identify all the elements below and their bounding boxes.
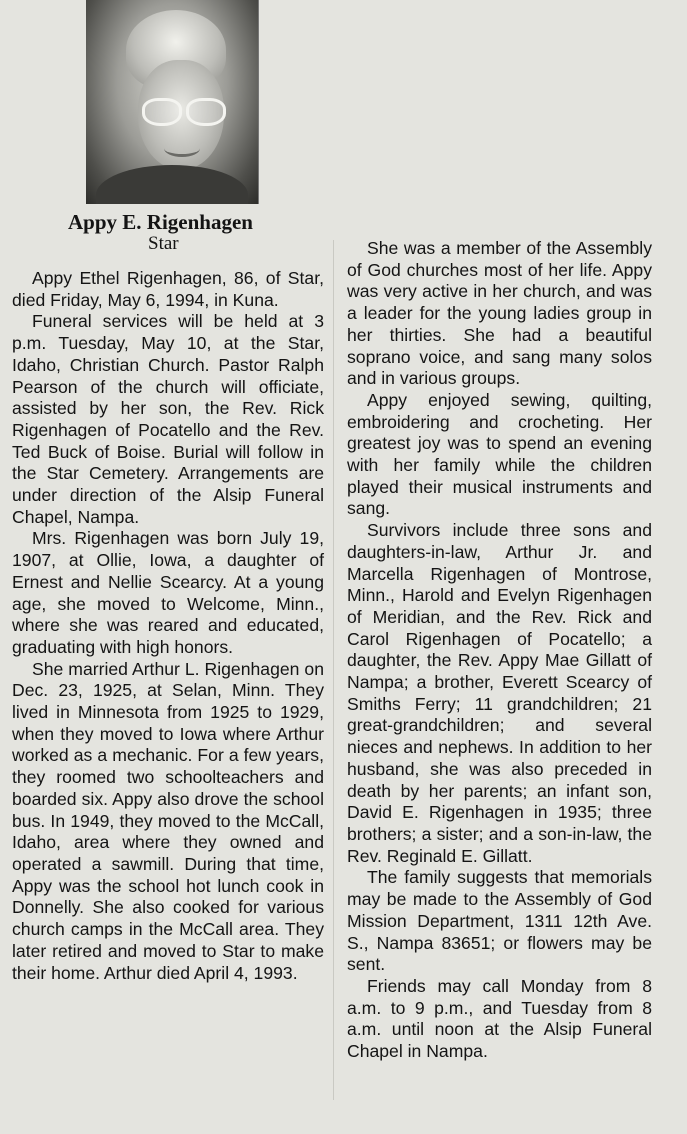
paragraph-survivors: Survivors include three sons and daughters-in-law, Arthur Jr. and Marcella Rigenhagen of Montrose, Minn., Harold and Evelyn Rigenhagen of Meridian, and the Rev. Rick and Carol Rigenhagen of Pocatello; a daughter, the Rev. Appy Mae Gillatt of Nampa; a brother, Everett Scearcy of Smiths Ferry; 11 grandchildren; 21 great-grandchildren; and several nieces and nephews. In addition to her husband, she was also preceded in death by her parents; an infant son, David E. Rigenhagen in 1935; three brothers; a sister; and a son-in-law, the Rev. Reginald E. Gillatt. xyxy=(347,520,652,866)
portrait-photo xyxy=(86,0,259,204)
paragraph-marriage: She married Arthur L. Rigenhagen on Dec. 23, 1925, at Selan, Minn. They lived in Minnesota from 1925 to 1929, when they moved to Iowa where Arthur worked as a mechanic. For a few years, they roomed two schoolteachers and boarded six. Appy also drove the school bus. In 1949, they moved to the McCall, Idaho, area where they owned and operated a sawmill. During that time, Appy was the school hot lunch cook in Donnelly. She also cooked for various church camps in the McCall area. They later retired and moved to Star to make their home. Arthur died April 4, 1993. xyxy=(12,658,324,983)
obituary-town: Star xyxy=(148,233,179,254)
eyeglasses-left-lens xyxy=(142,98,182,126)
paragraph-birth: Mrs. Rigenhagen was born July 19, 1907, at Ollie, Iowa, a daughter of Ernest and Nellie Scearcy. At a young age, she moved to Welcome, Minn., where she was reared and educated, graduating with high honors. xyxy=(12,528,324,657)
paragraph-church: She was a member of the Assembly of God churches most of her life. Appy was very active in her church, and was a leader for the young ladies group in her thirties. She had a beautiful soprano voice, and sang many solos and in various groups. xyxy=(347,238,652,389)
paragraph-hobbies: Appy enjoyed sewing, quilting, embroidering and crocheting. Her greatest joy was to spend an evening with her family while the children played their musical instruments and sang. xyxy=(347,389,652,519)
paragraph-death-notice: Appy Ethel Rigenhagen, 86, of Star, died Friday, May 6, 1994, in Kuna. xyxy=(12,268,324,310)
text-column-right xyxy=(347,238,652,1063)
column-divider xyxy=(333,240,334,1100)
paragraph-memorials: The family suggests that memorials may be made to the Assembly of God Mission Department, 1311 12th Ave. S., Nampa 83651; or flowers may be sent. xyxy=(347,867,652,975)
paragraph-funeral-services: Funeral services will be held at 3 p.m. Tuesday, May 10, at the Star, Idaho, Christian Church. Pastor Ralph Pearson of the church will officiate, assisted by her son, the Rev. Rick Rigenhagen of Pocatello and the Rev. Ted Buck of Boise. Burial will follow in the Star Cemetery. Arrangements are under direction of the Alsip Funeral Chapel, Nampa. xyxy=(12,311,324,527)
portrait-shoulders xyxy=(96,165,248,204)
obituary-name: Appy E. Rigenhagen xyxy=(68,210,253,234)
paragraph-visitation: Friends may call Monday from 8 a.m. to 9 p.m., and Tuesday from 8 a.m. until noon at the Alsip Funeral Chapel in Nampa. xyxy=(347,975,652,1062)
eyeglasses-right-lens xyxy=(186,98,226,126)
portrait-smile xyxy=(164,140,200,157)
text-column-left xyxy=(12,268,324,984)
